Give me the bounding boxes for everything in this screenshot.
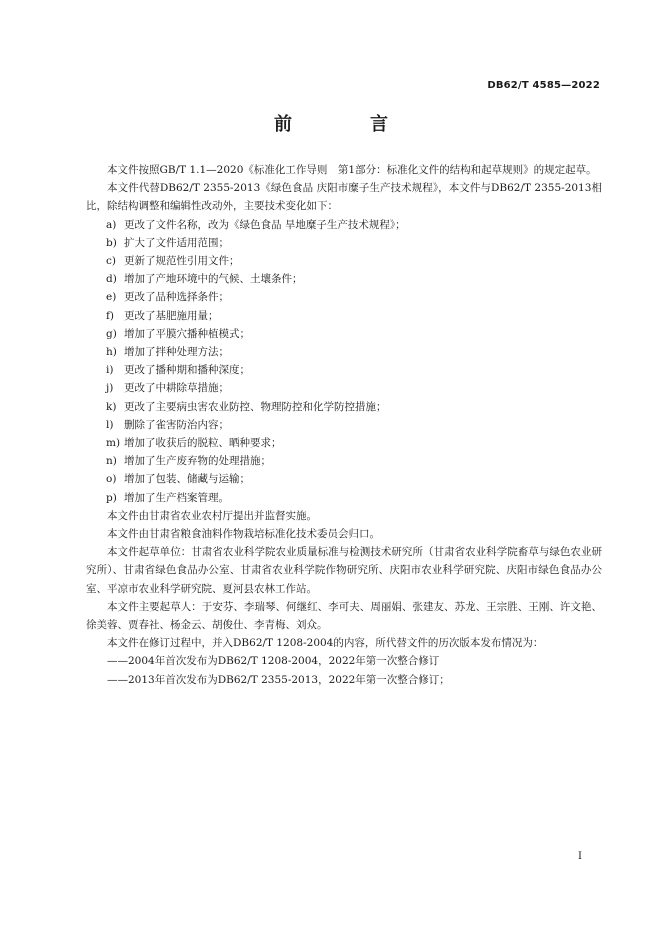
document-code: DB62/T 4585—2022 <box>487 80 600 91</box>
list-marker: p) <box>106 491 117 504</box>
list-item-text: 增加了包装、储藏与运输； <box>124 473 250 486</box>
list-item-text: 增加了生产档案管理。 <box>124 491 229 504</box>
list-marker: m) <box>106 437 121 450</box>
list-marker: f) <box>106 309 114 322</box>
intro-paragraph-1: 本文件按照GB/T 1.1—2020《标准化工作导则 第1部分：标准化文件的结构和起草规则》的规定起草。 <box>107 164 597 176</box>
list-item <box>86 216 602 234</box>
page-title: 前 言 <box>274 114 418 135</box>
list-item-text: 更改了基肥施用量； <box>124 309 219 322</box>
list-item <box>86 325 602 343</box>
list-marker: h) <box>106 346 117 359</box>
changes-list <box>86 216 602 507</box>
list-marker: b) <box>106 236 117 249</box>
list-marker: e) <box>106 291 117 304</box>
list-item <box>86 379 602 397</box>
list-item <box>86 307 602 325</box>
list-item <box>86 470 602 488</box>
list-marker: g) <box>106 327 117 340</box>
list-item-text: 更改了文件名称，改为《绿色食品 旱地糜子生产技术规程》； <box>124 218 406 231</box>
list-item <box>86 452 602 470</box>
list-item-text: 更改了中耕除草措施； <box>124 382 229 395</box>
list-item-text: 增加了生产废弃物的处理措施； <box>124 455 271 468</box>
list-item <box>86 489 602 507</box>
list-item-text: 更改了播种期和播种深度； <box>124 364 250 377</box>
proposer-paragraph: 本文件由甘肃省农业农村厅提出并监督实施。 <box>107 509 317 522</box>
list-item <box>86 416 602 434</box>
revision-paragraph: 本文件在修订过程中，并入DB62/T 1208-2004的内容，所代替文件的历次版本发布情况为： <box>107 637 544 650</box>
list-item <box>86 434 602 452</box>
list-marker: c) <box>106 255 116 268</box>
history-item: ——2004年首次发布为DB62/T 1208-2004，2022年第一次整合修订 <box>107 655 440 668</box>
list-marker: d) <box>106 273 117 286</box>
history-item: ——2013年首次发布为DB62/T 2355-2013，2022年第一次整合修订； <box>107 673 450 686</box>
list-marker: a) <box>106 218 117 231</box>
list-marker: k) <box>106 400 117 413</box>
list-marker: n) <box>106 455 117 468</box>
list-item <box>86 343 602 361</box>
list-item <box>86 270 602 288</box>
list-marker: l) <box>106 418 114 431</box>
list-marker: i) <box>106 364 114 377</box>
list-marker: j) <box>106 382 114 395</box>
list-item-text: 扩大了文件适用范围； <box>124 236 229 249</box>
list-item-text: 增加了拌种处理方法； <box>124 346 229 359</box>
list-item-text: 增加了平膜穴播种植模式； <box>124 327 250 340</box>
committee-paragraph: 本文件由甘肃省粮食油料作物栽培标准化技术委员会归口。 <box>107 528 380 541</box>
list-item-text: 删除了雀害防治内容； <box>124 418 229 431</box>
list-item <box>86 361 602 379</box>
list-item <box>86 234 602 252</box>
drafters-paragraph: 本文件主要起草人：于安芬、李瑞琴、何继红、李可夫、周丽娟、张建友、苏龙、王宗胜、王刚、许文艳、徐美蓉、贾春社、杨金云、胡俊仕、李青梅、刘众。 <box>86 600 602 632</box>
page-number: I <box>578 851 582 862</box>
list-marker: o) <box>106 473 117 486</box>
list-item-text: 增加了产地环境中的气候、土壤条件； <box>124 273 303 286</box>
drafting-units-paragraph: 本文件起草单位：甘肃省农业科学院农业质量标准与检测技术研究所（甘肃省农业科学院畜草与绿色农业研究所）、甘肃省绿色食品办公室、甘肃省农业科学院作物研究所、庆阳市农业科学研究院、庆阳市绿色食品办公室、平凉市农业科学研究院、夏河县农林工作站。 <box>86 546 602 595</box>
list-item-text: 更改了品种选择条件； <box>124 291 229 304</box>
list-item-text: 更新了规范性引用文件； <box>124 255 240 268</box>
list-item <box>86 398 602 416</box>
list-item <box>86 288 602 306</box>
intro-paragraph-2: 本文件代替DB62/T 2355-2013《绿色食品 庆阳市糜子生产技术规程》，本文件与DB62/T 2355-2013相比，除结构调整和编辑性改动外，主要技术变化如下： <box>86 182 602 213</box>
list-item <box>86 252 602 270</box>
list-item-text: 增加了收获后的脱粒、晒种要求； <box>124 437 282 450</box>
list-item-text: 更改了主要病虫害农业防控、物理防控和化学防控措施； <box>124 400 387 413</box>
foreword-body <box>86 161 602 689</box>
